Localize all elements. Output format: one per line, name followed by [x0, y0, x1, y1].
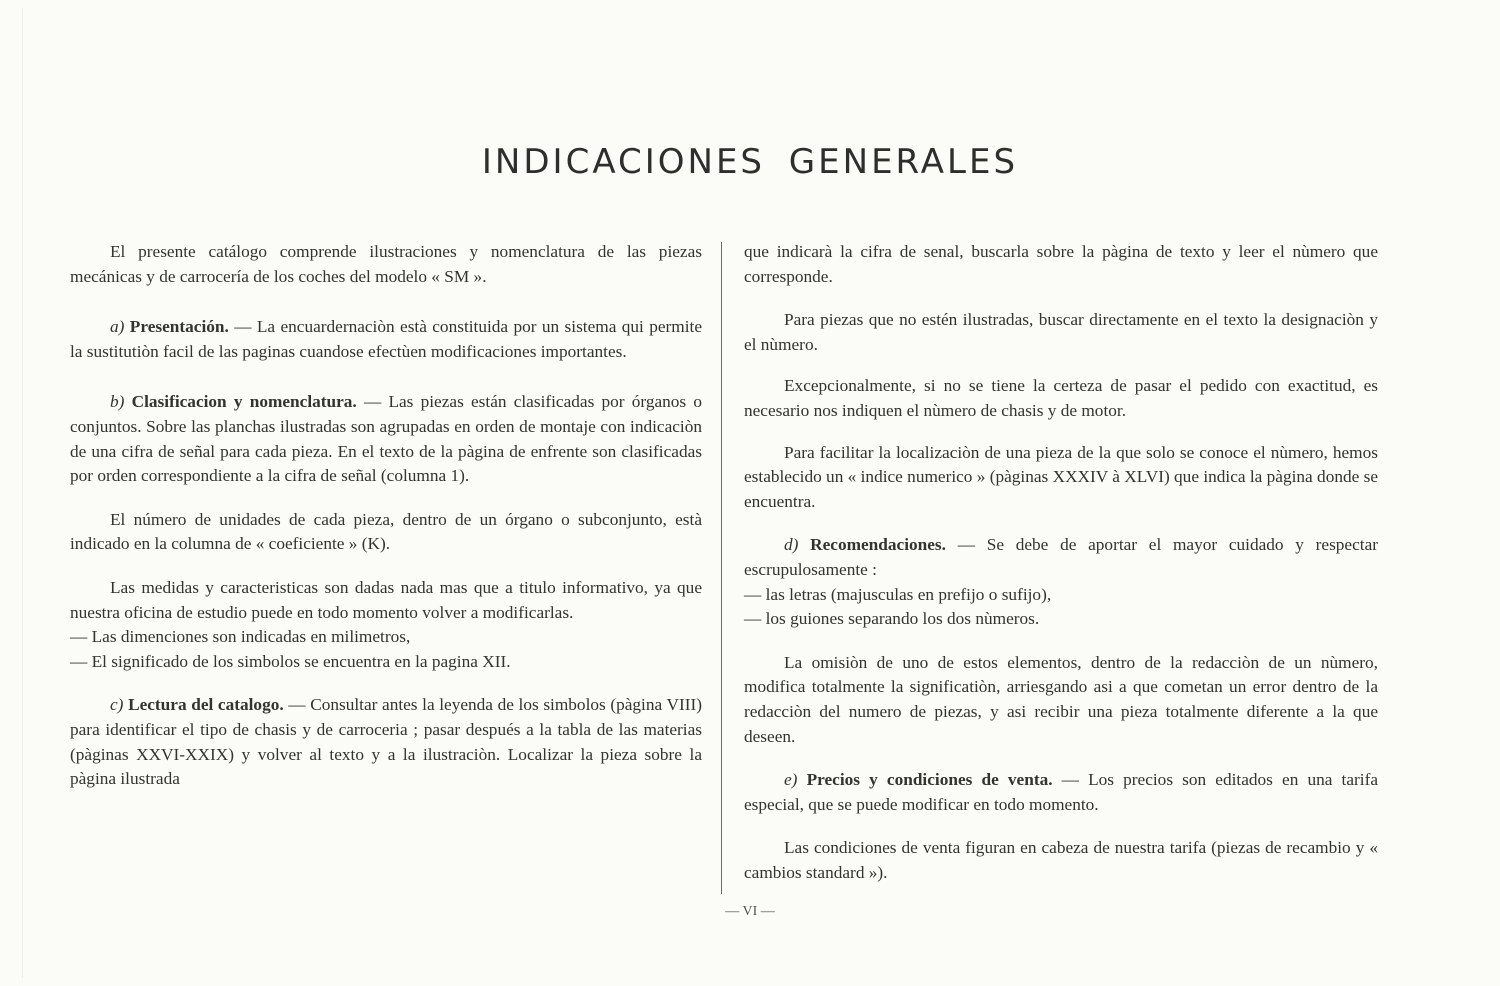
letters-item: — las letras (majusculas en prefijo o sufijo), [744, 584, 1052, 604]
measures-paragraph: Las medidas y caracteristicas son dadas nada mas que a titulo informativo, ya que nuestra oficina de estudio puede en todo momento volver a modificarlas. [70, 577, 702, 622]
section-e-paragraph [744, 768, 1378, 817]
section-a-text: — La encuardernaciòn està constituida por un sistema qui permite la sustitutiòn facil de las paginas cuandose efectùen modificaciones importantes. [70, 317, 702, 361]
section-b-text: — Las piezas están clasificadas por órganos o conjuntos. Sobre las planchas ilustradas son agrupadas en orden de montaje con indicaciòn de una cifra de señal para cada pieza. En el texto de la pàgina de enfrente son clasificadas por orden correspondiente a la cifra de señal (columna 1). [70, 392, 703, 486]
right-column [744, 240, 1378, 885]
omission-paragraph: La omisiòn de uno de estos elementos, dentro de la redacciòn de un nùmero, modifica totalmente la significatiòn, arriesgando asi a que cometan un error dentro de la redacciòn del numero de piezas, y asi recibir una pieza totalmente diferente a la que deseen. [744, 652, 1378, 746]
page-number: — VI — [725, 904, 775, 919]
dimensions-item: — Las dimenciones son indicadas en milimetros, [70, 627, 411, 647]
conditions-paragraph: Las condiciones de venta figuran en cabeza de nuestra tarifa (piezas de recambio y « cambios standard »). [744, 838, 1378, 882]
section-c-letter: c) [110, 695, 124, 715]
left-column [70, 240, 702, 792]
intro-paragraph: El presente catálogo comprende ilustraciones y nomenclatura de las piezas mecánicas y de carrocería de los coches del modelo « SM ». [70, 242, 702, 286]
units-paragraph: El número de unidades de cada pieza, dentro de un órgano o subconjunto, està indicado en la columna de « coeficiente » (K). [70, 509, 702, 554]
index-paragraph: Para facilitar la localizaciòn de una pieza de la que solo se conoce el nùmero, hemos establecido un « indice numerico » (pàginas XXXIV à XLVI) que indica la pàgina donde se encuentra. [744, 442, 1378, 511]
exceptional-paragraph: Excepcionalmente, si no se tiene la certeza de pasar el pedido con exactitud, es necesario nos indiquen el nùmero de chasis y de motor. [744, 376, 1378, 420]
section-d-text: — Se debe de aportar el mayor cuidado y respectar escrupulosamente : [744, 535, 1378, 579]
section-a-heading: Presentación. [129, 317, 229, 337]
section-c-text: — Consultar antes la leyenda de los simbolos (pàgina VIII) para identificar el tipo de chasis y de carroceria ; pasar después a la tabla de las materias (pàginas XXVI-XXIX) y volver al texto y a la ilustraciòn. Localizar la pieza sobre la pàgina ilustrada [70, 695, 702, 789]
not-illustrated-paragraph: Para piezas que no estén ilustradas, buscar directamente en el texto la designaciòn y el nùmero. [744, 310, 1378, 354]
section-b-paragraph [70, 390, 702, 488]
section-c-paragraph [70, 693, 702, 791]
section-c-heading: Lectura del catalogo. [128, 695, 284, 715]
section-e-heading: Precios y condiciones de venta. [806, 770, 1053, 790]
section-a-letter: a) [110, 317, 125, 337]
section-d-heading: Recomendaciones. [810, 535, 946, 555]
section-b-heading: Clasificacion y nomenclatura. [131, 392, 357, 412]
section-d-paragraph [744, 533, 1378, 582]
section-e-text: — Los precios son editados en una tarifa especial, que se puede modificar en todo momento. [744, 770, 1379, 814]
page-title: INDICACIONES GENERALES [481, 142, 1019, 182]
column-divider [721, 242, 722, 894]
continuation-paragraph: que indicarà la cifra de senal, buscarla sobre la pàgina de texto y leer el nùmero que corresponde. [744, 242, 1378, 286]
section-e-letter: e) [784, 770, 798, 790]
hyphens-item: — los guiones separando los dos nùmeros. [744, 609, 1040, 629]
section-a-paragraph [70, 315, 702, 364]
section-d-letter: d) [784, 535, 799, 555]
section-b-letter: b) [110, 392, 125, 412]
symbols-item: — El significado de los simbolos se encuentra en la pagina XII. [70, 651, 511, 671]
